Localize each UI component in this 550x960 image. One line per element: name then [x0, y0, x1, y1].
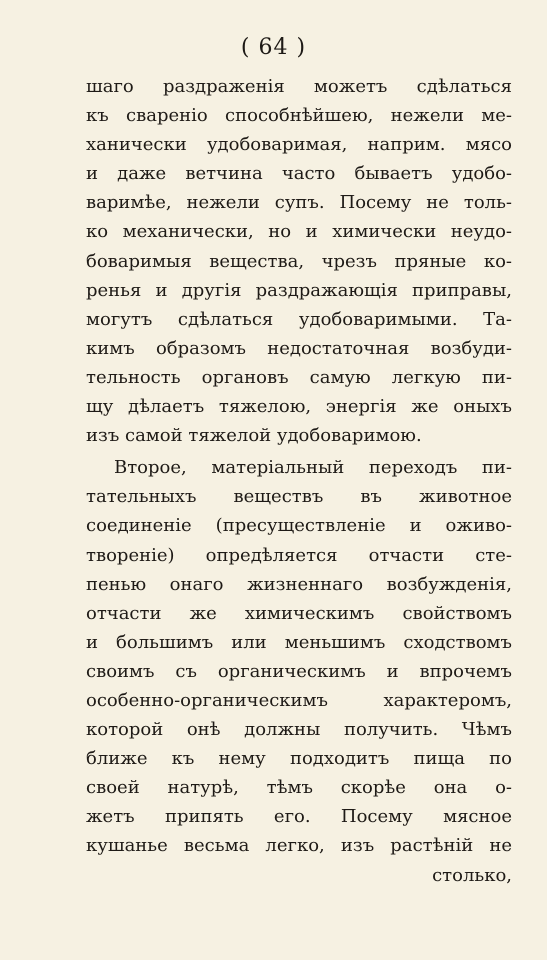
text-line: жетъ припять его. Посему мясное: [86, 806, 512, 828]
text-line: къ свареніо способнѣйшею, нежели ме-: [86, 105, 512, 127]
text-line: кимъ образомъ недостаточная возбуди-: [86, 337, 512, 359]
text-line: своей натурѣ, тѣмъ скорѣе она о-: [86, 777, 512, 799]
text-line: и даже ветчина часто бываетъ удобо-: [86, 163, 512, 185]
text-line: столько,: [432, 864, 512, 886]
text-line: могутъ сдѣлаться удобоваримыми. Та-: [86, 308, 512, 330]
text-line: отчасти же химическимъ свойствомъ: [86, 602, 512, 624]
paragraph-start-line: Второе, матеріальный переходъ пи-: [114, 457, 512, 479]
text-line: особенно-органическимъ характеромъ,: [86, 689, 512, 711]
body-text: [86, 72, 512, 890]
text-line: которой онѣ должны получить. Чѣмъ: [86, 719, 512, 741]
text-line: изъ самой тяжелой удобоваримою.: [86, 425, 422, 447]
text-line: щу дѣлаетъ тяжелою, энергія же оныхъ: [86, 396, 512, 418]
text-line: боваримыя вещества, чрезъ пряные ко-: [86, 250, 512, 272]
text-line: ренья и другія раздражающія приправы,: [86, 279, 512, 301]
text-line: тательныхъ веществъ въ животное: [86, 486, 512, 508]
text-line: варимѣе, нежели супъ. Посему не толь-: [86, 192, 512, 214]
text-line: ханически удобоваримая, наприм. мясо: [86, 134, 512, 156]
text-line: своимъ съ органическимъ и впрочемъ: [86, 660, 512, 682]
text-line: тельность органовъ самую легкую пи-: [86, 366, 512, 388]
text-line: ближе къ нему подходитъ пища по: [86, 748, 512, 770]
text-line: пенью онаго жизненнаго возбужденія,: [86, 573, 512, 595]
text-line: шаго раздраженія можетъ сдѣлаться: [86, 76, 512, 97]
text-line: и большимъ или меньшимъ сходствомъ: [86, 631, 512, 653]
text-line: соединеніе (пресуществленіе и оживо-: [86, 515, 512, 537]
page-number: ( 64 ): [240, 35, 307, 60]
text-line: твореніе) опредѣляется отчасти сте-: [86, 544, 512, 566]
text-line: ко механически, но и химически неудо-: [86, 221, 512, 243]
text-line: кушанье весьма легко, изъ растѣній не: [86, 835, 512, 857]
